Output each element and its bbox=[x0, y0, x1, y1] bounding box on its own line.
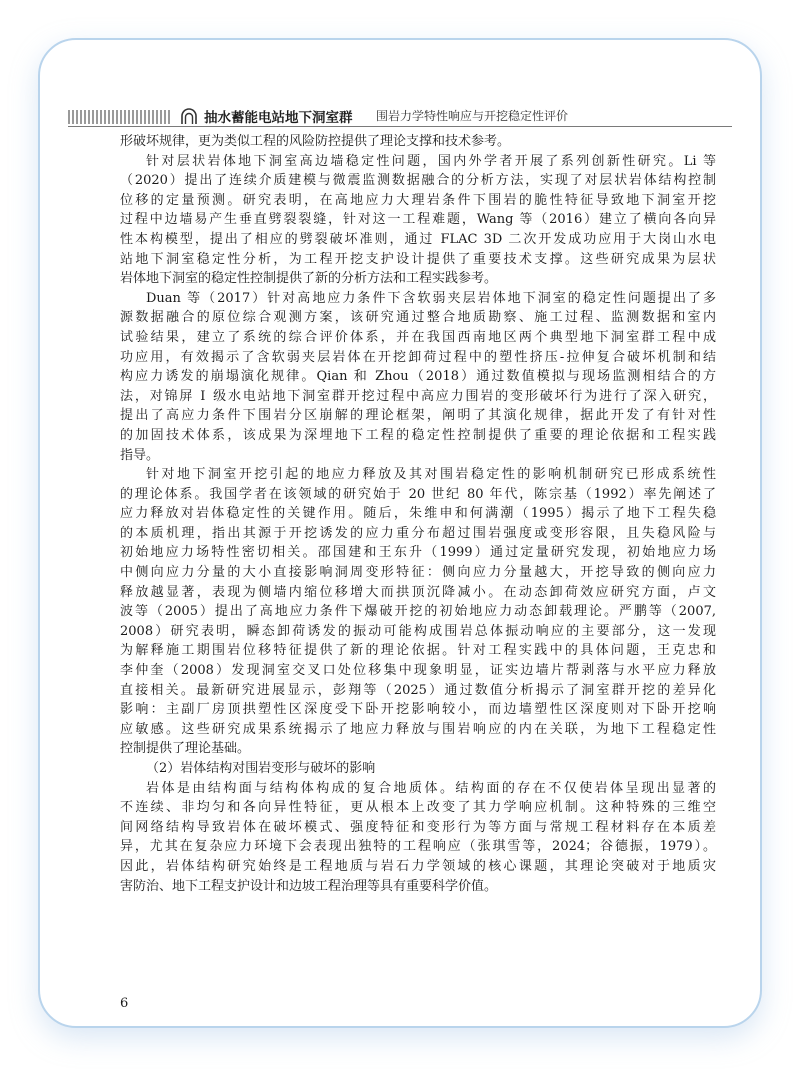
header-rule bbox=[68, 126, 732, 127]
body-line: 性本构模型，提出了相应的劈裂破坏准则，通过 FLAC 3D 二次开发成功应用于大岗山水电 bbox=[120, 231, 716, 247]
body-line: Duan 等（2017）针对高地应力条件下含软弱夹层岩体地下洞室的稳定性问题提出了多 bbox=[146, 290, 716, 306]
body-line: 站地下洞室稳定性分析，为工程开挖支护设计提供了重要技术支撑。这些研究成果为层状 bbox=[120, 251, 716, 267]
body-line: 不连续、非均匀和各向异性特征，更从根本上改变了其力学响应机制。这种特殊的三维空 bbox=[120, 800, 716, 816]
body-line: 释放越显著，表现为侧墙内缩位移增大而拱顶沉降减小。在动态卸荷效应研究方面，卢文 bbox=[120, 584, 716, 600]
body-line: 试验结果，建立了系统的综合评价体系，并在我国西南地区两个典型地下洞室群工程中成 bbox=[120, 329, 716, 345]
body-line: 李仲奎（2008）发现洞室交叉口处位移集中现象明显，证实边墙片帮剥落与水平应力释放 bbox=[120, 663, 716, 679]
body-line: 影响：主副厂房顶拱塑性区深度受下卧开挖影响较小，而边墙塑性区深度则对下卧开挖响 bbox=[120, 702, 716, 718]
body-line: 岩体是由结构面与结构体构成的复合地质体。结构面的存在不仅使岩体呈现出显著的 bbox=[146, 780, 716, 796]
body-line: 因此，岩体结构研究始终是工程地质与岩石力学领域的核心课题，其理论突破对于地质灾 bbox=[120, 858, 716, 874]
body-line: 法，对锦屏 Ⅰ 级水电站地下洞室群开挖过程中高应力围岩的变形破坏行为进行了深入研究， bbox=[120, 388, 716, 404]
body-line: （2）岩体结构对围岩变形与破坏的影响 bbox=[146, 761, 376, 776]
body-line: 针对层状岩体地下洞室高边墙稳定性问题，国内外学者开展了系列创新性研究。Li 等 bbox=[146, 153, 716, 169]
body-line: 功应用，有效揭示了含软弱夹层岩体在开挖卸荷过程中的塑性挤压-拉伸复合破坏机制和结 bbox=[120, 349, 716, 365]
body-line: 过程中边墙易产生垂直劈裂裂缝，针对这一工程难题，Wang 等（2016）建立了横向各向异 bbox=[120, 212, 716, 228]
body-line: 中侧向应力分量的大小直接影响洞周变形特征：侧向应力分量越大，开挖导致的侧向应力 bbox=[120, 565, 716, 581]
body-line: 应敏感。这些研究成果系统揭示了地应力释放与围岩响应的内在关联，为地下工程稳定性 bbox=[120, 721, 716, 737]
header-subtitle: 围岩力学特性响应与开挖稳定性评价 bbox=[376, 109, 569, 123]
body-line: 应力释放对岩体稳定性的关键作用。随后，朱维申和何满潮（1995）揭示了地下工程失稳 bbox=[120, 506, 716, 522]
body-line: 直接相关。最新研究进展显示，彭翔等（2025）通过数值分析揭示了洞室群开挖的差异化 bbox=[120, 682, 716, 698]
body-line: （2020）提出了连续介质建模与微震监测数据融合的分析方法，实现了对层状岩体结构控制 bbox=[120, 173, 716, 189]
body-line: 岩体地下洞室的稳定性控制提供了新的分析方法和工程实践参考。 bbox=[120, 271, 498, 287]
body-line: 为解释施工期围岩位移特征提供了新的理论依据。针对工程实践中的具体问题，王克忠和 bbox=[120, 643, 716, 659]
body-line: 形破坏规律，更为类似工程的风险防控提供了理论支撑和技术参考。 bbox=[120, 134, 511, 149]
body-line: 害防治、地下工程支护设计和边坡工程治理等具有重要科学价值。 bbox=[120, 878, 498, 894]
running-header bbox=[40, 98, 760, 126]
body-line: 的理论体系。我国学者在该领域的研究始于 20 世纪 80 年代，陈宗基（1992）率先阐述了 bbox=[120, 486, 716, 502]
body-line: 异，尤其在复杂应力环境下会表现出独特的工程响应（张琪雪等，2024；谷德振，1979）。 bbox=[120, 839, 716, 855]
body-line: 源数据融合的原位综合观测方案，该研究通过整合地质勘察、施工过程、监测数据和室内 bbox=[120, 310, 716, 326]
body-line: 位移的定量预测。研究表明，在高地应力大理岩条件下围岩的脆性特征导致地下洞室开挖 bbox=[120, 192, 716, 208]
body-line: 间网络结构导致岩体在破坏模式、强度特征和变形行为等方面与常规工程材料存在本质差 bbox=[120, 819, 716, 835]
body-line: 初始地应力场特性密切相关。邵国建和王东升（1999）通过定量研究发现，初始地应力场 bbox=[120, 545, 716, 561]
page-frame bbox=[38, 38, 762, 1028]
body-line: 针对地下洞室开挖引起的地应力释放及其对围岩稳定性的影响机制研究已形成系统性 bbox=[146, 467, 716, 483]
body-line: 波等（2005）提出了高地应力条件下爆破开挖的初始地应力动态卸载理论。严鹏等（2007, bbox=[120, 604, 716, 620]
page-number: 6 bbox=[120, 996, 129, 1011]
body-text bbox=[120, 132, 716, 896]
header-stripe-decoration bbox=[68, 110, 170, 124]
body-line: 的本质机理，指出其源于开挖诱发的应力重分布超过围岩强度或变形容限，且失稳风险与 bbox=[120, 525, 716, 541]
header-title: 抽水蓄能电站地下洞室群 bbox=[204, 110, 353, 126]
body-line: 提出了高应力条件下围岩分区崩解的理论框架，阐明了其演化规律，据此开发了有针对性 bbox=[120, 408, 716, 424]
body-line: 指导。 bbox=[120, 447, 160, 463]
arch-logo-icon bbox=[180, 107, 198, 125]
body-line: 2008）研究表明，瞬态卸荷诱发的振动可能构成围岩总体振动响应的主要部分，这一发现 bbox=[120, 623, 716, 639]
body-line: 构应力诱发的崩塌演化规律。Qian 和 Zhou（2018）通过数值模拟与现场监测相结合的方 bbox=[120, 369, 716, 385]
body-line: 控制提供了理论基础。 bbox=[120, 741, 251, 757]
body-line: 的加固技术体系，该成果为深埋地下工程的稳定性控制提供了重要的理论依据和工程实践 bbox=[120, 427, 716, 443]
